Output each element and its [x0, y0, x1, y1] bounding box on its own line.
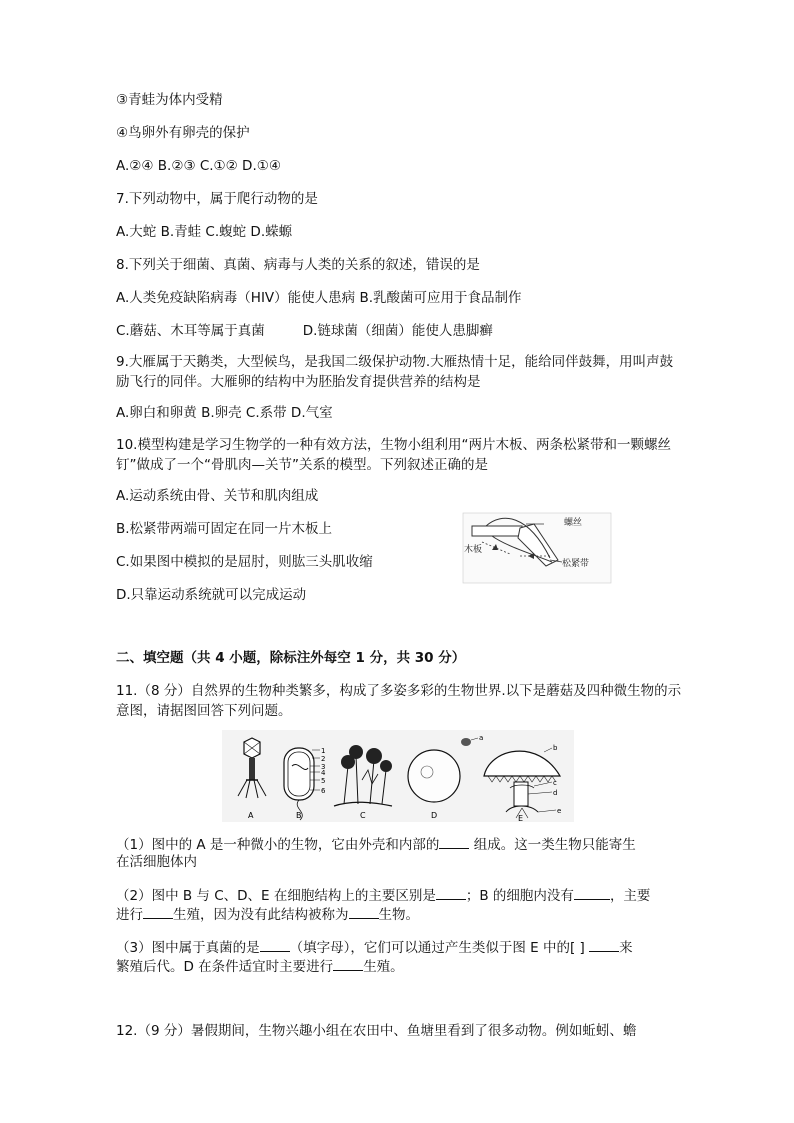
q8-options-cd: [116, 321, 493, 341]
upper-board: [472, 526, 522, 536]
microorganisms-figure: [222, 730, 574, 822]
q11-blank-6[interactable]: [260, 937, 290, 952]
e-label-d: d: [553, 789, 558, 797]
b-label-5: 5: [321, 777, 326, 785]
q6-option-3: ③青蛙为体内受精: [116, 92, 223, 108]
q11-blank-2[interactable]: [436, 885, 466, 900]
figure-d-yeast: [408, 750, 460, 802]
q9-stem: 9.大雁属于天鹅类，大型候鸟，是我国二级保护动物.大雁热情十足，能给同伴鼓舞，用叫声鼓励飞行的同伴。大雁卵的结构中为胚胎发育提供营养的结构是: [116, 354, 674, 390]
e-label-b: b: [553, 744, 558, 752]
q11-part3-line1: （3）图中属于真菌的是 （填字母），它们可以通过产生类似于图 E 中的[ ] 来: [116, 937, 633, 958]
q12-stem: 12.（9 分）暑假期间，生物兴趣小组在农田中、鱼塘里看到了很多动物。例如蚯蚓、蟾: [116, 1023, 637, 1039]
q11-blank-4[interactable]: [143, 904, 173, 919]
q6-option-4: ④鸟卵外有卵壳的保护: [116, 125, 250, 141]
q11-part2-line2: 进行 生殖，因为没有此结构被称为 生物。: [116, 904, 419, 925]
fig-letter-e: E: [518, 814, 524, 822]
q11-stem: 11.（8 分）自然界的生物种类繁多，构成了多姿多彩的生物世界.以下是蘑菇及四种微生物的示意图，请据图回答下列问题。: [116, 683, 682, 719]
label-screw: 螺丝: [564, 518, 583, 528]
q11-blank-3[interactable]: [574, 885, 610, 900]
q10-option-c: C.如果图中模拟的是屈肘，则肱三头肌收缩: [116, 554, 373, 570]
q7-answers: A.大蛇 B.青蛙 C.蝮蛇 D.蝾螈: [116, 224, 293, 240]
label-board: 木板: [464, 545, 483, 555]
q10-option-b: B.松紧带两端可固定在同一片木板上: [116, 521, 333, 537]
e-label-c: c: [553, 779, 557, 787]
q11-part3-line2: 繁殖后代。D 在条件适宜时主要进行 生殖。: [116, 956, 404, 977]
fig-letter-d: D: [431, 811, 438, 820]
q11-part1-line1: （1）图中的 A 是一种微小的生物，它由外壳和内部的 组成。这一类生物只能寄生: [116, 834, 636, 855]
fig-letter-c: C: [360, 811, 366, 820]
e-label-e: e: [557, 807, 562, 815]
q11-blank-5[interactable]: [349, 904, 379, 919]
e-label-a: a: [479, 734, 484, 742]
q11-part2-line1: （2）图中 B 与 C、D、E 在细胞结构上的主要区别是 ；B 的细胞内没有 ，主要: [116, 885, 650, 906]
q10-stem: 10.模型构建是学习生物学的一种有效方法，生物小组利用“两片木板、两条松紧带和一颗螺丝钉”做成了一个“骨肌肉—关节”关系的模型。下列叙述正确的是: [116, 437, 671, 473]
q8-stem: 8.下列关于细菌、真菌、病毒与人类的关系的叙述，错误的是: [116, 257, 480, 273]
b-label-6: 6: [321, 787, 326, 795]
q11-blank-7[interactable]: [589, 937, 619, 952]
section-2-heading: 二、填空题（共 4 小题，除标注外每空 1 分，共 30 分）: [116, 650, 466, 666]
q6-answers: A.②④ B.②③ C.①② D.①④: [116, 158, 281, 174]
b-label-2: 2: [321, 755, 326, 763]
b-label-3: 3: [321, 763, 326, 771]
fig-letter-a: A: [248, 811, 254, 820]
q10-option-d: D.只靠运动系统就可以完成运动: [116, 587, 307, 603]
q8-option-d: D.链球菌（细菌）能使人患脚癣: [302, 323, 493, 339]
q11-part1-line2: 在活细胞体内: [116, 854, 197, 870]
q8-options-ab: A.人类免疫缺陷病毒（HIV）能使人患病 B.乳酸菌可应用于食品制作: [116, 290, 522, 306]
q7-stem: 7.下列动物中，属于爬行动物的是: [116, 191, 318, 207]
label-band: 松紧带: [562, 559, 590, 569]
q9-answers: A.卵白和卵黄 B.卵壳 C.系带 D.气室: [116, 405, 333, 421]
q10-option-a: A.运动系统由骨、关节和肌肉组成: [116, 488, 319, 504]
q11-blank-1[interactable]: [439, 834, 469, 849]
b-label-4: 4: [321, 769, 326, 777]
joint-model-figure: [462, 512, 612, 584]
b-label-1: 1: [321, 747, 326, 755]
q8-option-c: C.蘑菇、木耳等属于真菌: [116, 323, 265, 339]
q11-blank-8[interactable]: [333, 956, 363, 971]
fig-letter-b: B: [296, 811, 302, 820]
